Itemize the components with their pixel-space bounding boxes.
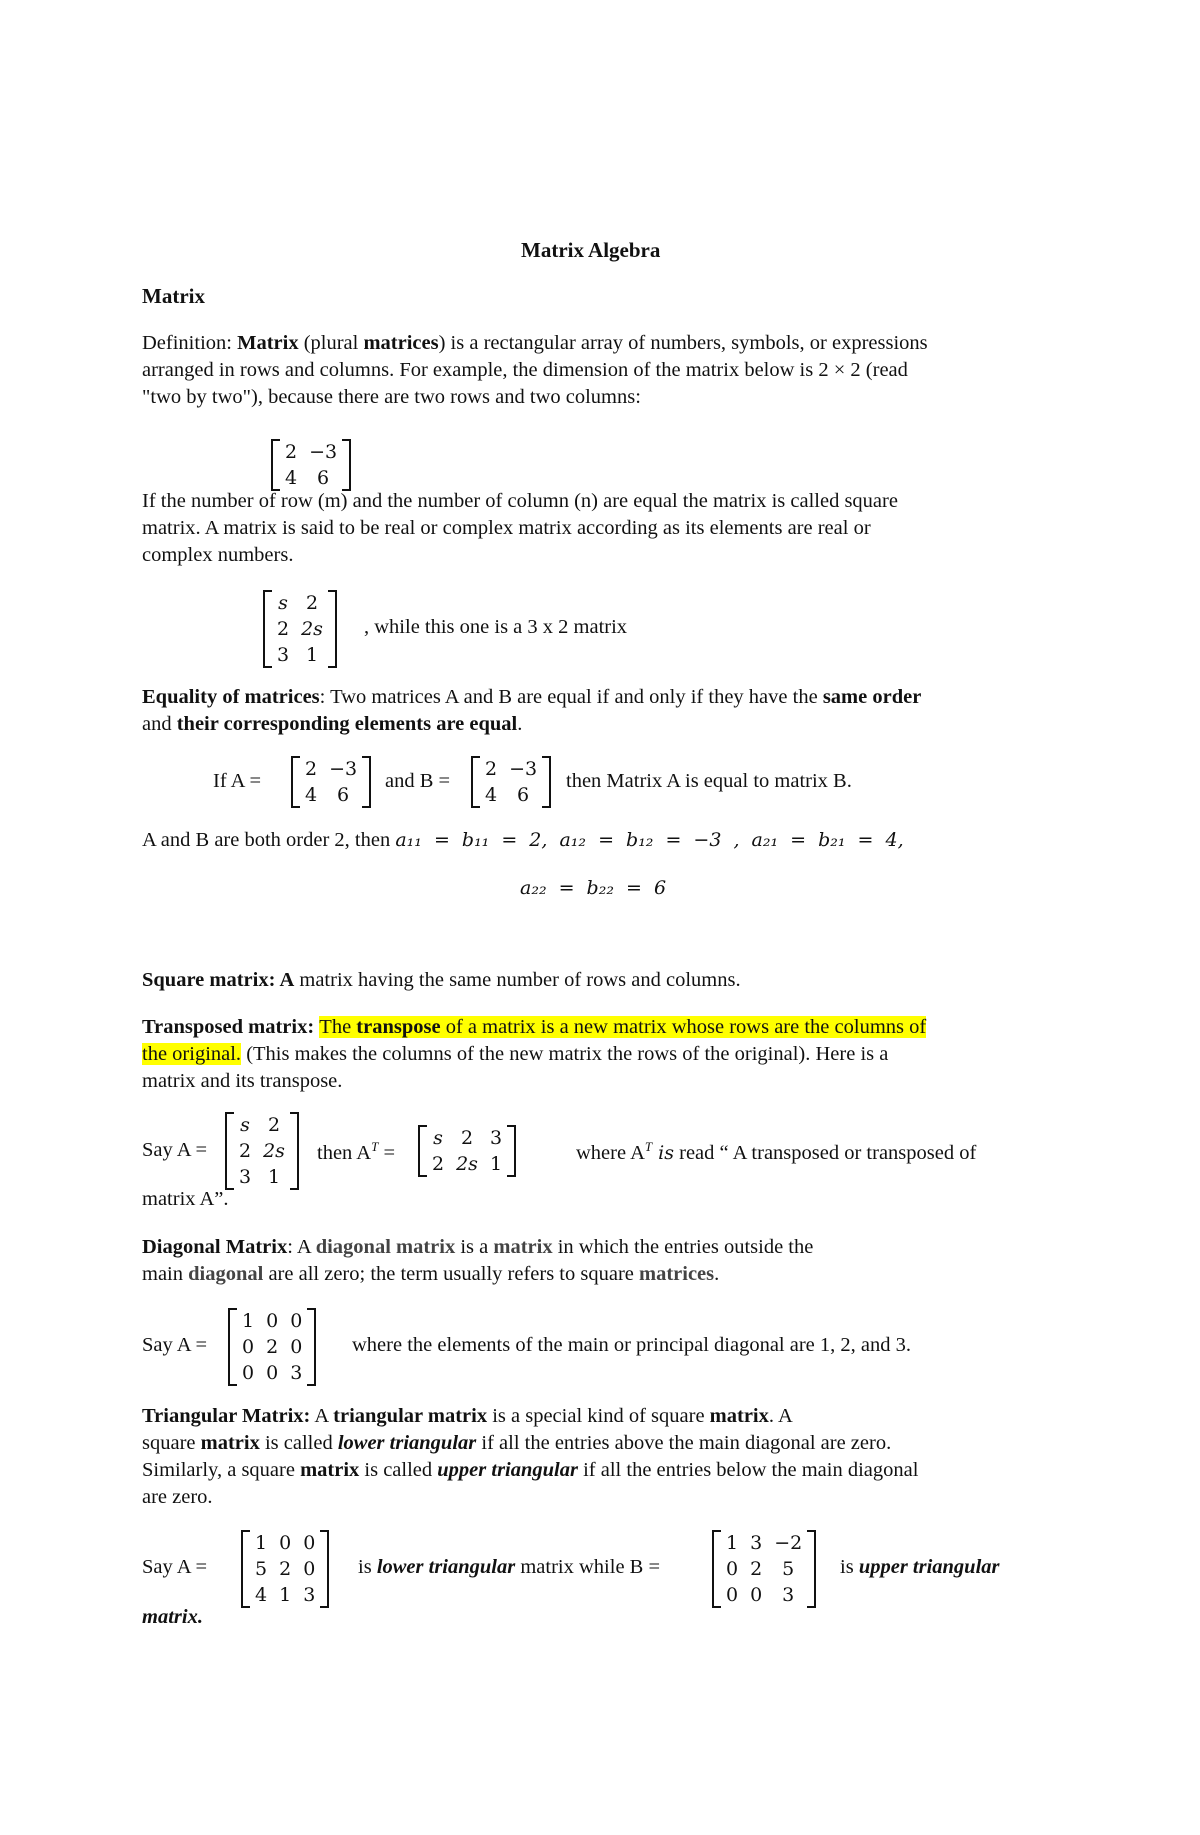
transposed-then: then $A^T$ = [317, 1139, 396, 1164]
matrix-cell: 6 [317, 467, 330, 489]
equality-if-a: If A = [213, 770, 262, 792]
matrix-cell: 2 [239, 1140, 252, 1162]
matrix-cell: 2s [263, 1140, 285, 1162]
upper-triangular-matrix [712, 1530, 816, 1608]
matrix-cell: 1 [279, 1584, 292, 1606]
example-matrix-2x2 [271, 439, 351, 491]
matrix-cell: 2 [432, 1153, 445, 1175]
matrix-cell: 4 [305, 784, 318, 806]
triangular-line-3: Similarly, a square matrix is called upper triangular if all the entries below the main diagonal [142, 1459, 919, 1481]
matrix-cell: 1 [242, 1310, 255, 1332]
matrix-cell: 0 [279, 1532, 292, 1554]
matrix-cell: 1 [489, 1153, 503, 1175]
matrix-cell: s [433, 1127, 443, 1149]
transposed-matrix-a [225, 1112, 299, 1190]
diagonal-say: Say A = [142, 1334, 208, 1356]
section-heading-matrix: Matrix [142, 284, 205, 308]
matrix-cell: s [240, 1114, 250, 1136]
matrix-cell: 0 [750, 1584, 763, 1606]
matrix-cell: −3 [329, 758, 358, 780]
matrix-cell: 0 [290, 1336, 303, 1358]
matrix-cell: 2s [456, 1153, 478, 1175]
matrix-3x2-caption: , while this one is a 3 x 2 matrix [364, 616, 628, 638]
transposed-say-a: Say A = [142, 1139, 208, 1161]
matrix-cell: 0 [303, 1558, 316, 1580]
matrix-cell: 1 [305, 644, 319, 666]
triangular-end: matrix. [142, 1606, 203, 1628]
matrix-cell: 4 [255, 1584, 268, 1606]
matrix-cell: −2 [774, 1532, 803, 1554]
square-matrix-definition: Square matrix: A matrix having the same number of rows and columns. [142, 969, 741, 991]
matrix-cell: 0 [242, 1362, 255, 1384]
equality-matrix-b [471, 756, 551, 808]
transposed-line-2: the original. (This makes the columns of the new matrix the rows of the original). Here is a [142, 1043, 889, 1065]
matrix-cell: 2 [277, 618, 290, 640]
matrix-cell: 2s [301, 618, 323, 640]
matrix-cell: 2 [485, 758, 498, 780]
matrix-cell: 3 [290, 1362, 303, 1384]
matrix-cell: −3 [509, 758, 538, 780]
transposed-line-3: matrix and its transpose. [142, 1070, 343, 1092]
equality-matrix-a [291, 756, 371, 808]
matrix-cell: 0 [290, 1310, 303, 1332]
matrix-cell: 0 [266, 1310, 279, 1332]
matrix-cell: −3 [309, 441, 338, 463]
matrix-cell: 2 [285, 441, 298, 463]
square-line-2: matrix. A matrix is said to be real or complex matrix according as its elements are real or [142, 517, 871, 539]
transposed-end: matrix A”. [142, 1188, 229, 1210]
diagonal-line-1: Diagonal Matrix: A diagonal matrix is a matrix in which the entries outside the [142, 1236, 814, 1258]
matrix-cell: 0 [303, 1532, 316, 1554]
matrix-cell: 2 [267, 1114, 281, 1136]
square-line-3: complex numbers. [142, 544, 294, 566]
equality-conclusion: then Matrix A is equal to matrix B. [566, 770, 852, 792]
lower-triangular-matrix [241, 1530, 329, 1608]
triangular-line-4: are zero. [142, 1486, 213, 1508]
example-matrix-3x2 [263, 590, 337, 668]
equality-order-eq2: a₂₂ = b₂₂ = 6 [520, 877, 667, 899]
page-title: Matrix Algebra [521, 238, 661, 262]
equality-and-b: and B = [385, 770, 451, 792]
equality-line-1: Equality of matrices: Two matrices A and B are equal if and only if they have the same order [142, 686, 922, 708]
matrix-cell: 3 [750, 1532, 763, 1554]
matrix-cell: 4 [485, 784, 498, 806]
matrix-cell: 2 [266, 1336, 279, 1358]
matrix-cell: 0 [726, 1558, 739, 1580]
matrix-cell: 3 [782, 1584, 795, 1606]
lower-triangular-caption: is lower triangular matrix while B = [358, 1556, 661, 1578]
matrix-cell: 3 [489, 1127, 503, 1149]
matrix-cell: 2 [305, 592, 319, 614]
diagonal-caption: where the elements of the main or principal diagonal are 1, 2, and 3. [352, 1334, 911, 1356]
matrix-cell: 6 [337, 784, 350, 806]
matrix-cell: 0 [726, 1584, 739, 1606]
matrix-cell: 2 [305, 758, 318, 780]
diagonal-matrix [228, 1308, 316, 1386]
matrix-cell: 2 [750, 1558, 763, 1580]
equality-order-line: A and B are both order 2, then a₁₁ = b₁₁ = 2, a₁₂ = b₁₂ = −3 , a₂₁ = b₂₁ = 4, [142, 829, 904, 851]
upper-triangular-caption: is upper triangular [840, 1556, 1000, 1578]
transposed-line-1: Transposed matrix: The transpose of a matrix is a new matrix whose rows are the columns of [142, 1016, 927, 1038]
transposed-where: where $A^T$ is read “ A transposed or transposed of [576, 1139, 977, 1164]
triangular-line-2: square matrix is called lower triangular if all the entries above the main diagonal are zero. [142, 1432, 892, 1454]
matrix-cell: 4 [285, 467, 298, 489]
matrix-cell: 3 [277, 644, 290, 666]
matrix-cell: 1 [255, 1532, 268, 1554]
diagonal-line-2: main diagonal are all zero; the term usually refers to square matrices. [142, 1263, 720, 1285]
matrix-cell: 3 [239, 1166, 252, 1188]
matrix-cell: 1 [726, 1532, 739, 1554]
definition-line-1: Definition: Matrix (plural matrices) is a rectangular array of numbers, symbols, or expressions [142, 332, 928, 354]
matrix-cell: 6 [517, 784, 530, 806]
triangular-say: Say A = [142, 1556, 208, 1578]
matrix-cell: 3 [303, 1584, 316, 1606]
matrix-cell: 0 [266, 1362, 279, 1384]
transposed-matrix-at [418, 1125, 516, 1177]
matrix-cell: 2 [279, 1558, 292, 1580]
matrix-cell: 5 [255, 1558, 268, 1580]
definition-line-3: "two by two"), because there are two rows and two columns: [142, 386, 641, 408]
square-line-1: If the number of row (m) and the number of column (n) are equal the matrix is called square [142, 490, 898, 512]
triangular-line-1: Triangular Matrix: A triangular matrix is a special kind of square matrix. A [142, 1405, 793, 1427]
matrix-cell: 5 [782, 1558, 795, 1580]
matrix-cell: s [278, 592, 288, 614]
equality-line-2: and their corresponding elements are equal. [142, 713, 523, 735]
matrix-cell: 0 [242, 1336, 255, 1358]
matrix-cell: 1 [267, 1166, 281, 1188]
definition-line-2: arranged in rows and columns. For example, the dimension of the matrix below is 2 × 2 (read [142, 359, 908, 381]
matrix-cell: 2 [460, 1127, 474, 1149]
